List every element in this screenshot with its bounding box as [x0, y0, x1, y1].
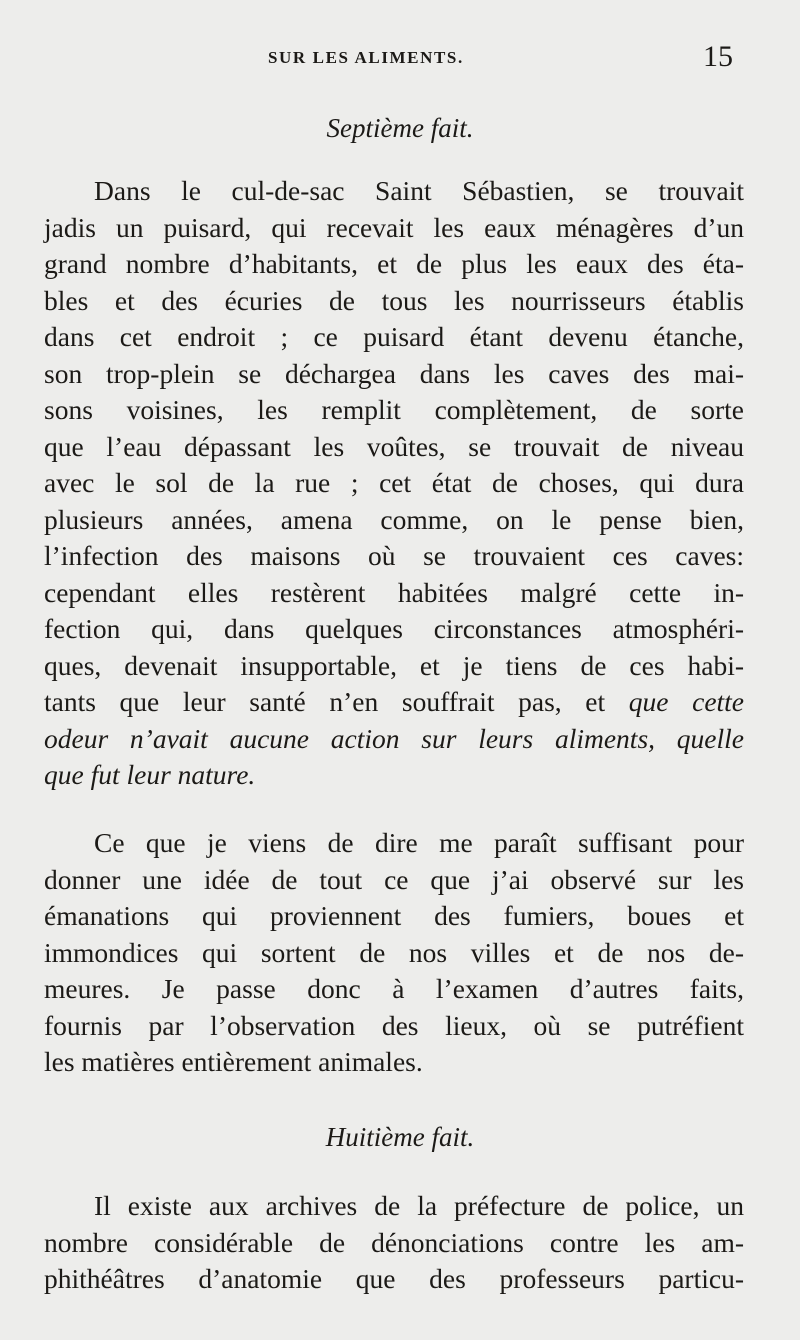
text-line: émanations qui proviennent des fumiers, boues et: [44, 900, 744, 931]
text-line: sons voisines, les remplit complètement, de sorte: [44, 394, 744, 425]
text-segment: tants que leur santé n’en souffrait pas, et: [44, 686, 606, 717]
text-line: avec le sol de la rue ; cet état de choses, qui dura: [44, 467, 744, 498]
text-line: bles et des écuries de tous les nourrisseurs établis: [44, 284, 744, 316]
text-line: jadis un puisard, qui recevait les eaux ménagères d’un: [44, 211, 744, 243]
text-line: dans cet endroit ; ce puisard étant devenu étanche,: [44, 321, 744, 352]
section-title-huitieme: Huitième fait.: [325, 1122, 475, 1152]
text-line-italic: odeur n’avait aucune action sur leurs aliments, quelle: [44, 722, 744, 754]
running-header: [0, 40, 800, 80]
text-line: meures. Je passe donc à l’examen d’autres faits,: [44, 973, 744, 1004]
text-line: les matières entièrement animales.: [44, 1046, 423, 1077]
text-line-italic: que fut leur nature.: [44, 759, 256, 790]
section-title-septieme: Septième fait.: [326, 113, 474, 143]
text-line: cependant elles restèrent habitées malgré cette in-: [44, 576, 744, 608]
text-line: fection qui, dans quelques circonstances atmosphéri-: [44, 613, 744, 644]
text-line: Dans le cul-de-sac Saint Sébastien, se trouvait: [94, 175, 744, 206]
text-line: plusieurs années, amena comme, on le pense bien,: [44, 503, 744, 535]
paragraph-septieme-2: [44, 825, 744, 1081]
text-line: grand nombre d’habitants, et de plus les eaux des éta-: [44, 248, 744, 279]
page-number: 15: [703, 40, 733, 73]
running-title: SUR LES ALIMENTS.: [268, 48, 464, 67]
text-line: Ce que je viens de dire me paraît suffisant pour: [94, 827, 744, 858]
text-line: nombre considérable de dénonciations contre les am-: [44, 1226, 744, 1258]
text-line: phithéâtres d’anatomie que des professeurs particu-: [44, 1263, 744, 1294]
text-line-mixed: [44, 684, 744, 721]
text-line: donner une idée de tout ce que j’ai observé sur les: [44, 863, 744, 895]
paragraph-septieme-1: [44, 173, 744, 794]
text-line: Il existe aux archives de la préfecture de police, un: [94, 1190, 744, 1221]
text-line: fournis par l’observation des lieux, où se putréfient: [44, 1009, 744, 1041]
text-line: l’infection des maisons où se trouvaient ces caves:: [44, 540, 744, 571]
text-line: que l’eau dépassant les voûtes, se trouvait de niveau: [44, 430, 744, 462]
text-line: ques, devenait insupportable, et je tiens de ces habi-: [44, 649, 744, 681]
text-line: immondices qui sortent de nos villes et de nos de-: [44, 936, 744, 968]
italic-segment: que cette: [628, 686, 745, 717]
paragraph-huitieme-1: [44, 1188, 744, 1298]
text-line: son trop-plein se déchargea dans les caves des mai-: [44, 357, 744, 389]
